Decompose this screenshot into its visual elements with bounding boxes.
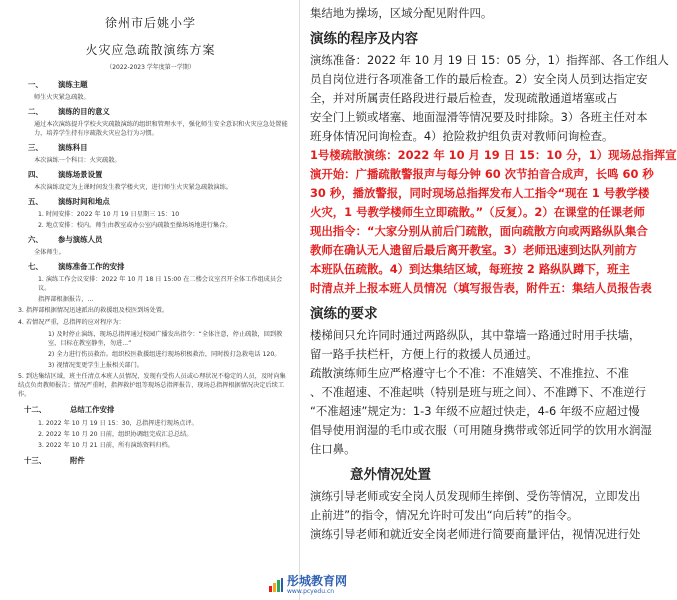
- section-12-item: 3. 2022 年 10 月 21 日前，所有演练资料归档。: [38, 442, 174, 449]
- paragraph-line: 楼梯间只允许同时通过两路纵队，其中靠墙一路通过时用手扶墙，: [310, 328, 641, 342]
- highlighted-paragraph-line: 演开始：广播疏散警报声与每分钟 60 次节拍音合成声，长鸣 60 秒: [310, 167, 654, 181]
- section-6-heading: 六、 参与演练人员: [28, 235, 103, 244]
- section-4-heading: 四、 演练场景设置: [28, 170, 103, 179]
- section-12-item: 1. 2022 年 10 月 19 日 15：30，总指挥进行现场点评。: [38, 420, 198, 427]
- right-page: [300, 0, 677, 600]
- response-subitem: 1) 及时停止演练，现场总指挥通过校园广播发出指令：“全体注意，停止疏散，回到教室，目标在教室静坐，勿进...”: [48, 331, 283, 347]
- paragraph-line: 员自岗位进行各项准备工作的最后检查。2）安全岗人员到达指定安: [310, 72, 648, 86]
- watermark-logo-icon: [268, 577, 284, 593]
- section-2-body: 通过本次演练提升学校火灾疏散演练的组织和管理水平，强化师生安全意识和火灾应急处置能力，培养学生持有序疏散火灾应急行为习惯。: [34, 121, 288, 137]
- section-12-item: 2. 2022 年 10 月 20 日前，组织协调组完成汇总总结。: [38, 431, 193, 438]
- paragraph-line: 全，并对所属责任路段进行最后检查，发现疏散通道堵塞或占: [310, 91, 618, 105]
- section-3-body: 本次演练一个科目：火灾疏散。: [34, 157, 121, 164]
- paragraph-line: 演练引导老师和就近安全岗老师进行简要商量评估，视情况进行处: [310, 527, 641, 541]
- watermark-text: 彤城教育网: [287, 574, 348, 588]
- section-12-heading: 十二、 总结工作安排: [24, 405, 115, 414]
- section-3-heading: 三、 演练科目: [28, 143, 88, 152]
- paragraph-line: 留一路手扶栏杆，方便上行的救援人员通过。: [310, 347, 538, 361]
- paragraph-line: “不准超速”规定为：1-3 年级不应超过快走，4-6 年级不应超过慢: [310, 404, 640, 418]
- highlighted-paragraph-line: 时清点并上报本班人员情况（填写报告表，附件五：集结人员报告表: [310, 281, 652, 295]
- response-item: 4. 若情况严重，总指挥的应对程序为：: [18, 319, 125, 326]
- response-subitem: 2) 全力进行伤员救治。组织校医救援组进行现场积极救治，同时拨打急救电话 120。: [48, 351, 281, 358]
- document-title: 火灾应急疏散演练方案: [85, 43, 216, 57]
- left-page: [0, 0, 300, 600]
- section-1-body: 师生火灾紧急疏散。: [34, 94, 90, 101]
- response-subitem: 3) 视情况变更学生上报相关部门。: [48, 362, 143, 369]
- highlighted-paragraph-line: 现出指令：“大家分别从前后门疏散，面向疏散方向或两路纵队集合: [310, 224, 648, 238]
- paragraph-line: 演练引导老师或安全岗人员发现师生摔倒、受伤等情况，立即发出: [310, 489, 641, 503]
- right-page-text: [310, 4, 677, 544]
- response-item: 3. 指挥部根据情况迅速派出的救援组及校医到场处置。: [18, 307, 169, 314]
- school-term: （2022-2023 学年度第一学期）: [106, 64, 195, 71]
- highlighted-paragraph-line: 1号楼疏散演练：2022 年 10 月 19 日 15：10 分，1）现场总指挥宣: [310, 148, 677, 162]
- section-4-body: 本次演练设定为上课时间发生教学楼火灾，进行师生火灾紧急疏散演练。: [34, 184, 232, 191]
- response-item: 5. 到达集结区域，班主任清点本班人员情况，发现有受伤人员或心理状况不稳定的人员，及时向集结点负责教师报告；情况严重时，指挥救护组等现场总指挥报告，现场总指挥根据情况决定后续工作。: [18, 373, 286, 398]
- paragraph-line: 倡导使用润湿的毛巾或衣服（可用随身携带或邻近同学的饮用水润湿: [310, 423, 652, 437]
- section-6-body: 全体师生。: [34, 249, 65, 256]
- section-1-heading: 一、 演练主题: [28, 80, 88, 89]
- paragraph-line: 止前进”的指令，情况允许时可发出“向后转”的指令。: [310, 508, 579, 522]
- section-7-heading: 七、 演练准备工作的安排: [28, 262, 125, 271]
- section-5-item: 1. 时间安排：2022 年 10 月 19 日星期三 15：10: [38, 211, 180, 218]
- paragraph-line: 、不准超速、不准起哄（特别是班与班之间）、不准蹲下、不准逆行: [310, 385, 647, 399]
- paragraph-line: 住口鼻。: [310, 442, 356, 456]
- section-7-item: 指挥部根据报告，...: [38, 296, 94, 303]
- section-5-heading: 五、 演练时间和地点: [28, 197, 110, 206]
- section-heading: 演练的要求: [310, 306, 378, 322]
- section-2-heading: 二、 演练的目的意义: [28, 107, 110, 116]
- paragraph-line: 安全门上锁或堵塞、地面湿滑等情况要及时排除。3）各班主任对本: [310, 110, 648, 124]
- section-heading: 演练的程序及内容: [310, 31, 418, 47]
- watermark-url: www.pcyedu.cn: [287, 588, 335, 595]
- highlighted-paragraph-line: 火灾，1 号教学楼师生立即疏散。”（反复）。2）在课堂的任课老师: [310, 205, 645, 219]
- paragraph-line: 疏散演练师生应严格遵守七个不准：不准嬉笑、不准推拉、不准: [310, 366, 629, 380]
- highlighted-paragraph-line: 30 秒，播放警报，同时现场总指挥发布人工指令“现在 1 号教学楼: [310, 186, 650, 200]
- section-7-item: 1. 演练工作会议安排：2022 年 10 月 18 日 15:00 在二楼会议室召开全体工作组成员会议。: [38, 276, 283, 292]
- watermark: [268, 572, 368, 598]
- section-heading: 意外情况处置: [350, 467, 431, 483]
- highlighted-paragraph-line: 教师在确认无人遗留后最后离开教室。3）老师迅速到达队列前方: [310, 243, 637, 257]
- paragraph-line: 集结地为操场，区域分配见附件四。: [310, 6, 493, 20]
- section-5-item: 2. 地点安排：校内。师生由教室或办公室内疏散至操场场地进行集合。: [38, 222, 232, 229]
- section-13-heading: 十三、 附件: [24, 456, 85, 465]
- paragraph-line: 演练准备：2022 年 10 月 19 日 15：05 分，1）指挥部、各工作组人: [310, 53, 669, 67]
- school-name: 徐州市后姚小学: [104, 16, 196, 30]
- paragraph-line: 班身体情况问询检查。4）抢险救护组负责对教师问询检查。: [310, 129, 614, 143]
- highlighted-paragraph-line: 本班队伍疏散。4）到达集结区域，每班按 2 路纵队蹲下，班主: [310, 262, 630, 276]
